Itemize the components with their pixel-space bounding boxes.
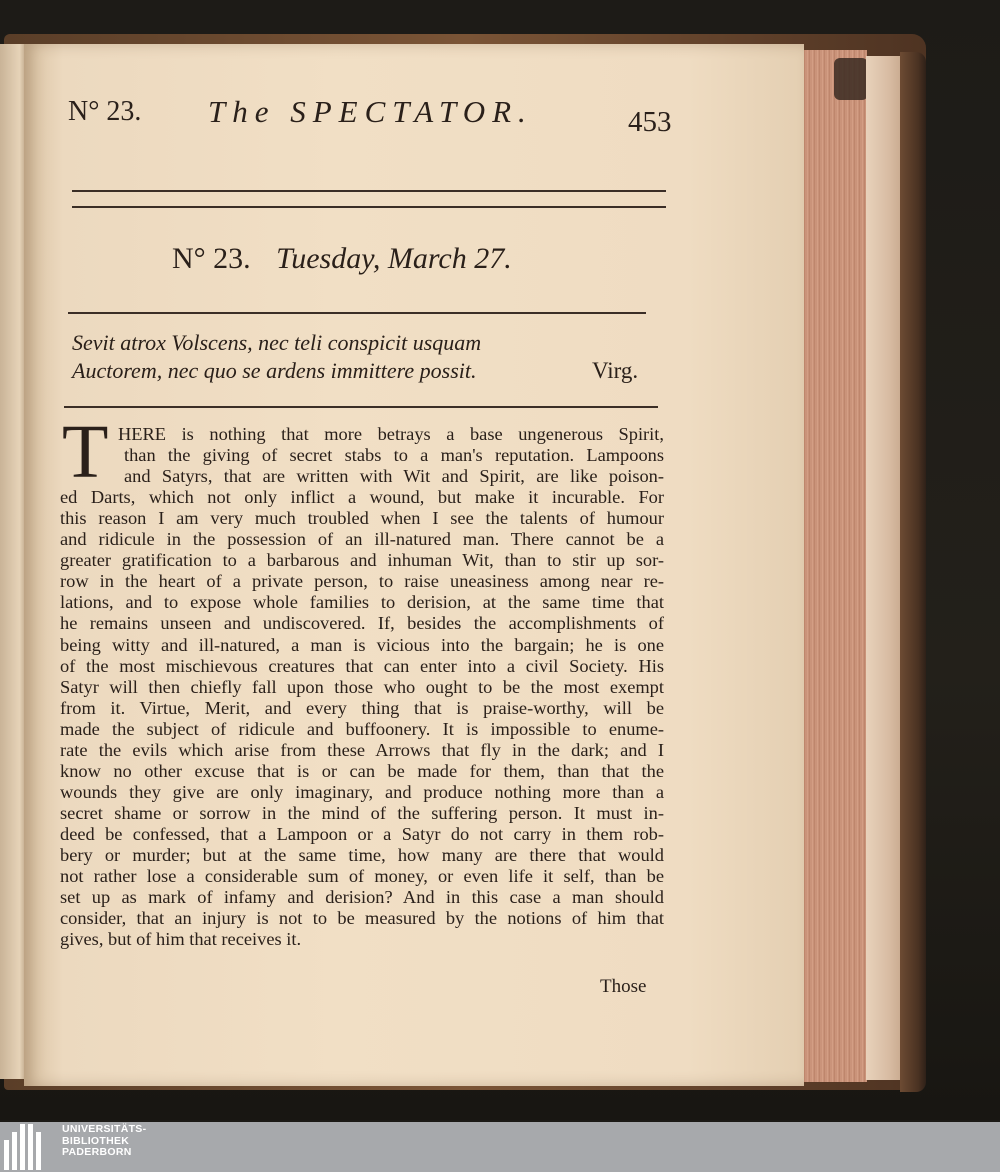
running-head-title: The SPECTATOR. xyxy=(208,94,533,129)
motto-line-1: Sevit atrox Volscens, nec teli conspicit usquam xyxy=(72,330,482,355)
body-line: greater gratification to a barbarous and inhuman Wit, than to stir up sor- xyxy=(60,550,664,571)
rule-top-1 xyxy=(72,190,666,192)
book-spine xyxy=(900,52,926,1092)
motto-line-2: Auctorem, nec quo se ardens immittere possit. xyxy=(72,358,477,383)
running-head-issue: N° 23. xyxy=(68,96,142,127)
body-line: made the subject of ridicule and buffoonery. It is impossible to enume- xyxy=(60,718,664,739)
body-line: ed Darts, which not only inflict a wound, but make it incurable. For xyxy=(60,487,664,508)
motto-attribution: Virg. xyxy=(592,358,639,383)
rule-top-2 xyxy=(72,206,666,208)
body-line: rate the evils which arise from these Arrows that fly in the dark; and I xyxy=(60,739,664,760)
library-logo xyxy=(4,1124,48,1170)
page-number: 453 xyxy=(628,106,672,138)
body-line: this reason I am very much troubled when I see the talents of humour xyxy=(60,508,664,529)
body-line: from it. Virtue, Merit, and every thing that is praise-worthy, will be xyxy=(60,697,664,718)
library-name xyxy=(62,1124,146,1159)
body-line: set up as mark of infamy and derision? And in this case a man should xyxy=(60,887,664,908)
body-line: Satyr will then chiefly fall upon those who ought to be the most exempt xyxy=(60,676,664,697)
library-name-line-1: UNIVERSITÄTS- xyxy=(62,1123,147,1135)
library-name-line-2: BIBLIOTHEK xyxy=(62,1134,130,1147)
body-line: know no other excuse that is or can be made for them, than that the xyxy=(60,760,664,781)
issue-number: N° 23. xyxy=(172,242,251,275)
body-line: being witty and ill-natured, a man is vicious into the bargain; he is one xyxy=(60,634,664,655)
body-line: deed be confessed, that a Lampoon or a Satyr do not carry in them rob- xyxy=(60,823,664,844)
body-line: and ridicule in the possession of an ill-natured man. There cannot be a xyxy=(60,529,664,550)
body-line: gives, but of him that receives it. xyxy=(60,929,302,950)
body-line: he remains unseen and undiscovered. If, besides the accomplishments of xyxy=(60,613,664,634)
drop-cap: T xyxy=(62,410,109,494)
page-edge-stain xyxy=(834,58,868,100)
body-line: than the giving of secret stabs to a man's reputation. Lampoons xyxy=(124,445,664,466)
body-line: wounds they give are only imaginary, and produce nothing more than a xyxy=(60,781,664,802)
footer-bar xyxy=(0,1122,1000,1172)
library-name-line-3: PADERBORN xyxy=(62,1146,132,1158)
body-line: of the most mischievous creatures that can enter into a civil Society. His xyxy=(60,655,664,676)
body-line: bery or murder; but at the same time, how many are there that would xyxy=(60,845,664,865)
rule-issue xyxy=(68,312,646,314)
body-line: consider, that an injury is not to be measured by the notions of him that xyxy=(60,908,664,929)
catchword: Those xyxy=(600,976,647,997)
page-edges-outer xyxy=(866,56,904,1080)
rule-motto xyxy=(64,406,658,408)
page-edges xyxy=(800,50,867,1082)
body-line: secret shame or sorrow in the mind of the suffering person. It must in- xyxy=(60,802,664,823)
body-line: HERE is nothing that more betrays a base ungenerous Spirit, xyxy=(118,424,664,444)
body-line: not rather lose a considerable sum of money, or even life it self, than be xyxy=(60,866,664,887)
issue-heading xyxy=(172,242,512,276)
issue-date: Tuesday, March 27. xyxy=(276,242,512,275)
body-line: row in the heart of a private person, to raise uneasiness among near re- xyxy=(60,571,664,592)
body-line: and Satyrs, that are written with Wit and Spirit, are like poison- xyxy=(124,466,664,487)
body-line: lations, and to expose whole families to derision, at the same time that xyxy=(60,592,664,613)
